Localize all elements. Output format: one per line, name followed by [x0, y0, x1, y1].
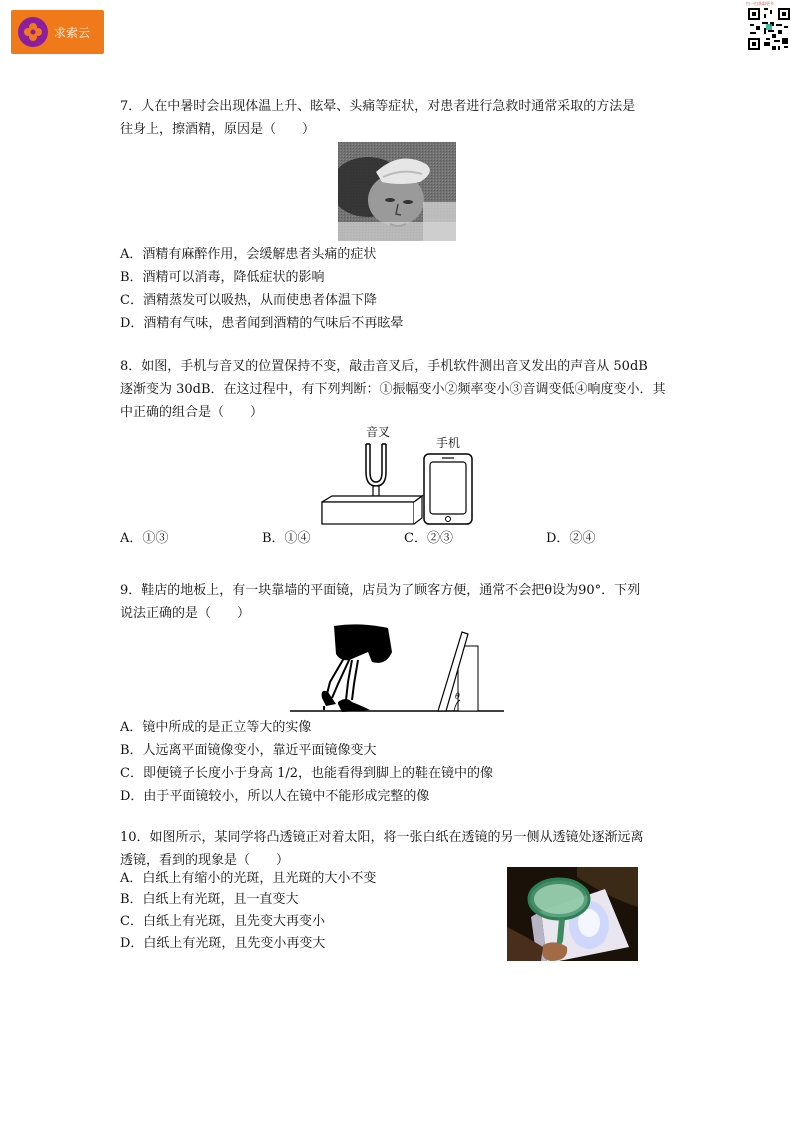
q9-option-c[interactable]: C．即便镜子长度小于身高 1/2，也能看得到脚上的鞋在镜中的像 — [120, 766, 494, 781]
q8-option-c[interactable]: C．②③ — [404, 531, 453, 546]
q9-option-a[interactable]: A．镜中所成的是正立等大的实像 — [120, 720, 312, 735]
q10-option-b[interactable]: B．白纸上有光斑，且一直变大 — [120, 892, 299, 907]
q10-option-c[interactable]: C．白纸上有光斑，且先变大再变小 — [120, 914, 325, 929]
q8-stem-line1: 8．如图，手机与音叉的位置保持不变，敲击音叉后，手机软件测出音叉发出的声音从 50dB — [120, 359, 648, 374]
q7-option-c[interactable]: C．酒精蒸发可以吸热，从而使患者体温下降 — [120, 293, 377, 308]
q10-stem-line2: 透镜，看到的现象是（ ） — [120, 853, 290, 868]
q7-stem-line1: 7．人在中暑时会出现体温上升、眩晕、头痛等症状，对患者进行急救时通常采取的方法是 — [120, 99, 636, 114]
qr-caption: 扫一扫获取更多 — [746, 1, 774, 6]
q7-option-d[interactable]: D．酒精有气味，患者闻到酒精的气味后不再眩晕 — [120, 316, 404, 331]
q8-option-d[interactable]: D．②④ — [546, 531, 596, 546]
q9-option-d[interactable]: D．由于平面镜较小，所以人在镜中不能形成完整的像 — [120, 789, 430, 804]
feverish-patient-photo — [338, 142, 456, 241]
q9-stem-line1: 9．鞋店的地板上，有一块靠墙的平面镜，店员为了顾客方便，通常不会把θ设为90°．下列 — [120, 583, 641, 598]
phone-label: 手机 — [436, 436, 461, 450]
shoe-store-mirror-figure — [290, 622, 504, 716]
q9-stem-line2: 说法正确的是（ ） — [120, 606, 251, 621]
q7-stem-line2: 往身上，擦酒精，原因是（ ） — [120, 122, 316, 137]
theta-label: θ — [455, 692, 460, 701]
q8-stem-line3: 中正确的组合是（ ） — [120, 405, 264, 420]
q8-option-a[interactable]: A．①③ — [120, 531, 169, 546]
qr-code-icon — [748, 6, 790, 52]
q10-option-d[interactable]: D．白纸上有光斑，且先变小再变大 — [120, 936, 326, 951]
q8-stem-line2: 逐渐变为 30dB．在这过程中，有下列判断：①振幅变小②频率变小③音调变低④响度变小．其 — [120, 382, 666, 397]
q9-option-b[interactable]: B．人远离平面镜像变小，靠近平面镜像变大 — [120, 743, 377, 758]
q7-option-a[interactable]: A．酒精有麻醉作用，会缓解患者头痛的症状 — [120, 247, 377, 262]
tuning-fork-label: 音叉 — [366, 425, 391, 439]
clover-icon — [18, 17, 48, 47]
q7-option-b[interactable]: B．酒精可以消毒，降低症状的影响 — [120, 270, 325, 285]
q10-stem-line1: 10．如图所示，某同学将凸透镜正对着太阳，将一张白纸在透镜的另一侧从透镜处逐渐远离 — [120, 830, 644, 845]
logo-text: 求索云 — [54, 25, 91, 40]
q10-option-a[interactable]: A．白纸上有缩小的光斑，且光斑的大小不变 — [120, 871, 377, 886]
q8-option-b[interactable]: B．①④ — [262, 531, 311, 546]
brand-logo — [11, 10, 104, 54]
tuning-fork-phone-figure — [318, 440, 478, 528]
magnifier-sunlight-photo — [507, 867, 638, 961]
